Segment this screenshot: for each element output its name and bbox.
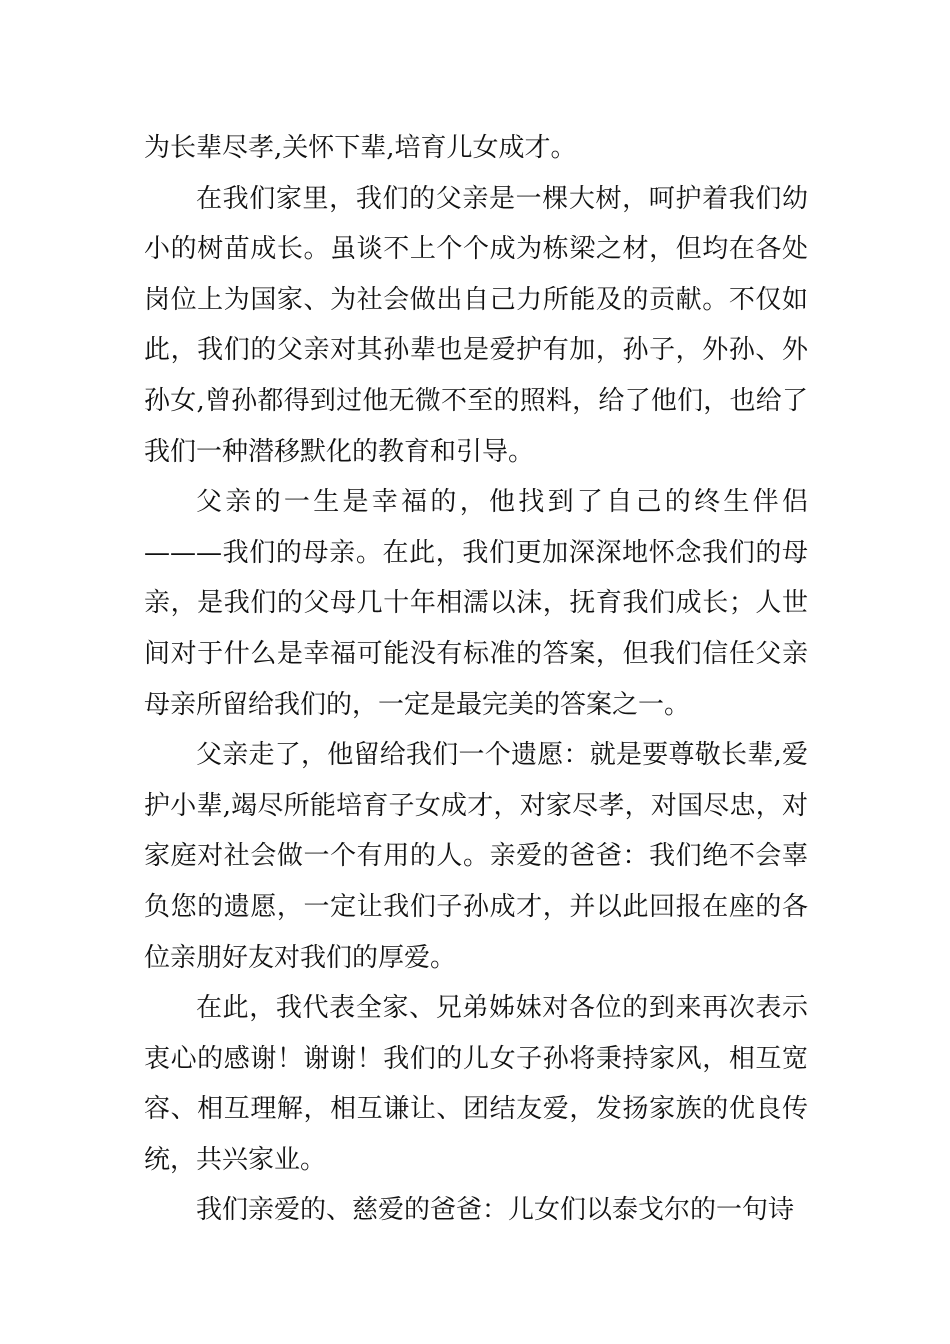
paragraph-tagore: 我们亲爱的、慈爱的爸爸：儿女们以泰戈尔的一句诗	[196, 1195, 795, 1226]
paragraph-father-tree: 在我们家里，我们的父亲是一棵大树，呵护着我们幼小的树苗成长。虽谈不上个个成为栋梁之材，但均在各处岗位上为国家、为社会做出自己力所能及的贡献。不仅如此，我们的父亲对其孙辈也是爱护有加，孙子，外孙、外孙女,曾孙都得到过他无微不至的照料，给了他们，也给了我们一种潜移默化的教育和引导。	[144, 183, 808, 467]
paragraph-thanks: 在此，我代表全家、兄弟姊妹对各位的到来再次表示衷心的感谢！谢谢！我们的儿女子孙将秉持家风，相互宽容、相互理解，相互谦让、团结友爱，发扬家族的优良传统，共兴家业。	[144, 993, 808, 1175]
paragraph-happy-life: 父亲的一生是幸福的，他找到了自己的终生伴侣———我们的母亲。在此，我们更加深深地怀念我们的母亲，是我们的父母几十年相濡以沫，抚育我们成长；人世间对于什么是幸福可能没有标准的答案，但我们信任父亲母亲所留给我们的，一定是最完美的答案之一。	[144, 487, 808, 720]
paragraph-last-wish: 父亲走了，他留给我们一个遗愿：就是要尊敬长辈,爱护小辈,竭尽所能培育子女成才，对家尽孝，对国尽忠，对家庭对社会做一个有用的人。亲爱的爸爸：我们绝不会辜负您的遗愿，一定让我们子孙成才，并以此回报在座的各位亲朋好友对我们的厚爱。	[144, 740, 808, 973]
paragraph-continuation: 为长辈尽孝,关怀下辈,培育儿女成才。	[144, 133, 577, 163]
document-page	[144, 123, 808, 1236]
